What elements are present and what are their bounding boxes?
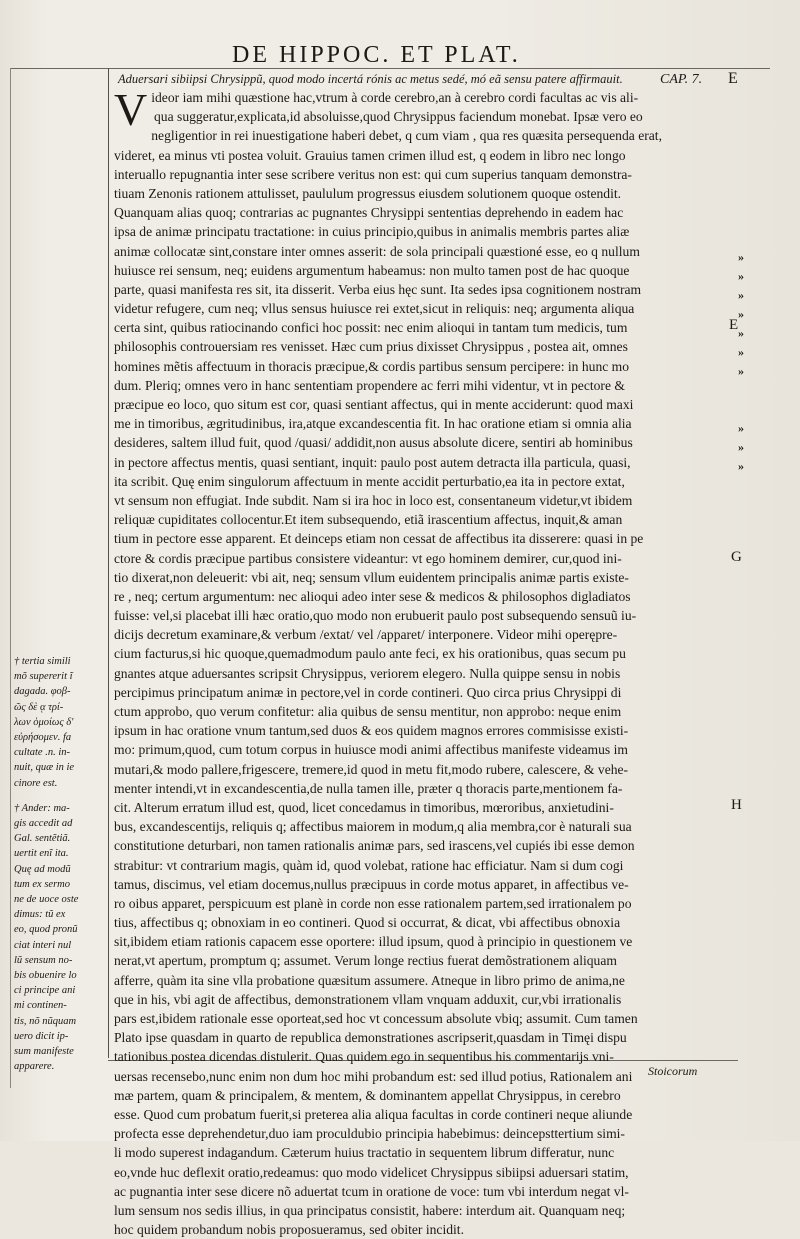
section-letter-h: H	[731, 797, 742, 813]
quotation-marker: »	[738, 307, 744, 321]
marginal-note-line: † tertia simili	[14, 656, 71, 667]
text-line: ctore & cordis præcipue partibus consistere videantur: vt ego hominem demirer, cur,quod ini-	[114, 550, 622, 566]
margin-column-rule	[108, 68, 109, 1058]
text-line: huiusce rei sensum, neq; euidens argumentum habeamus: non multo tamen post de hac quoque	[114, 262, 630, 278]
text-line: hoc quidem probandum nobis proposueramus, sed obiter incidit.	[114, 1222, 464, 1238]
text-line: ac pugnantia inter sese dicere nõ aduertat tcum in oratione de voce: tum vbi interdum negat vl-	[114, 1183, 629, 1199]
marginal-note-line: gis accedit ad	[14, 818, 73, 830]
marginal-note-line: tis, nõ nũquam	[14, 1015, 77, 1027]
text-line: re , neq; certum argumentum: nec alioqui adeo inter sese & medicos & philosophos digladiatos	[114, 588, 631, 604]
quotation-marker: »	[738, 345, 744, 359]
text-line: ita scribit. Quę enim singulorum affectuum in mente accidit perturbatio,ea ita in pectore extat,	[114, 473, 625, 489]
marginal-note-line: † Ander: ma-	[14, 802, 70, 814]
text-line: que in his, vbi agit de affectibus, demonstrationem vllam vnquam adduxit, cur,vbi irrationalis	[114, 991, 622, 1007]
text-line: dicijs decretum examinare,& verbum /extat/ vel /apparet/ interponere. Videor mihi operępre-	[114, 627, 618, 643]
text-line: esse. Quod cum probatum fuerit,si preterea alia aliqua facultas in corde contineri neque aliunde	[114, 1106, 633, 1122]
text-line: bus, excandescentijs, reliquis q; affectibus maiorem in modum,q alia membra,cor è naturali sua	[114, 819, 632, 835]
quotation-marker: »	[738, 326, 744, 340]
marginal-note-line: eo, quod pronũ	[14, 924, 78, 936]
text-line: dum. Pleriq; omnes vero in hanc sententiam propendere ac ferri mihi videntur, vt in pectore &	[114, 377, 625, 393]
text-line: gnantes atque aduersantes scripsit Chrysippus, veriorem elegero. Nulla quippe sensu in nobis	[114, 665, 621, 681]
text-line: constitutione deturbari, non tamen rationalis animæ pars, sed irascens,vel cupiés ibi esse demon	[114, 838, 635, 854]
marginal-note-line: Gal. sentẽtiã.	[14, 833, 71, 845]
text-line: homines mẽtis affectuum in thoracis præcipue,& cordis partibus sensum percipere: in hunc mo	[114, 358, 630, 374]
text-line: me in timoribus, ægritudinibus, ira,atque excandescentia fit. In hac oratione etiam si omnia alia	[114, 416, 632, 432]
marginal-note-line: cultate .n. in-	[14, 747, 70, 759]
text-line: nerat,vt apertum, promptum q; assumet. Verum longe rectius fuerat demõstrationem aliquam	[114, 953, 617, 969]
quotation-marker: »	[738, 269, 744, 283]
marginal-note-line: ci principe ani	[14, 985, 76, 997]
text-line: qua suggeratur,explicata,id absoluisse,quod Chrysippus faciendum monebat. Ipsæ vero eo	[154, 109, 643, 125]
text-line: tio dixerat,non deleuerit: vbi ait, neq; sensum vllum euidentem principalis animæ partis existe-	[114, 569, 629, 585]
text-line: Quanquam alias quoq; contrarias ac pugnantes Chrysippi sententias deprehendo in eadem hac	[114, 205, 624, 221]
drop-cap: V	[114, 84, 148, 135]
text-line: mo: primum,quod, cum totum corpus in huiusce modi animi affectibus manifeste videamus im	[114, 742, 628, 758]
quotation-marker: »	[738, 364, 744, 378]
text-line: interuallo repugnantia inter sese scribere veritus non est: qui cum superius tanquam demonstra-	[114, 166, 632, 182]
marginal-note-line: mõ supererit ĩ	[14, 671, 73, 683]
marginal-note-line: apparere.	[14, 1061, 55, 1073]
text-line: percipimus principatum animæ in pectore,vel in corde contineri. Quo circa prius Chrysippi di	[114, 684, 622, 700]
section-letter-e-top: E	[728, 70, 738, 87]
marginal-note-line: Quę ad modũ	[14, 863, 71, 875]
text-line: mæ partem, quam & principalem, & mentem, & dominantem appellat Chrysippus, in cerebro	[114, 1087, 621, 1103]
text-line: afferre, quàm ita sine vlla probatione quæsitum assumere. Atneque in libro primo de anima,ne	[114, 972, 625, 988]
main-text-block	[114, 84, 739, 1239]
text-line: præcipue eo loco, quo situm est cor, quasi sentiant affectus, qui in mente acciderunt: quod maxi	[114, 397, 634, 412]
text-line: Plato ipse quasdam in quarto de republica demonstrationes ascripserit,quasdam in Timęi dispu	[114, 1030, 627, 1046]
marginal-note-line: ciat interi nul	[14, 939, 72, 951]
marginal-note-line: dagada. φοβ-	[14, 686, 71, 698]
chapter-summary: Aduersari sibiipsi Chrysippũ, quod modo incertá rónis ac metus sedé, mó eã sensu patere affirmauit.	[118, 72, 623, 86]
text-line: tationibus postea dicendas distulerit. Quas quidem ego in sequentibus his commentarijs vni-	[114, 1049, 614, 1065]
text-line: animæ collocatæ sint,constare inter omnes asserit: de sola principali quæstioné esse, eo q nullum	[114, 243, 640, 259]
text-line: fuisse: vel,si placebat illi hæc oratio,quo modo non erubuerit paulo post subsequendo sensuũ iu-	[114, 608, 637, 624]
text-line: philosophis controuersiam res venisset. Hæc cum prius dixisset Chrysippus , postea ait, omnes	[114, 339, 628, 355]
marginal-note-line: lũ sensum no-	[14, 954, 73, 966]
text-line: negligentior in rei inuestigatione haberi debet, q cum viam , qua res quæsita persequenda erat,	[151, 128, 662, 144]
text-line: strabitur: vt contrarium magis, quàm id, quod volebat, ratione hac efficiatur. Nam si dum cogi	[114, 857, 624, 873]
marginal-note	[14, 801, 106, 1075]
chapter-number: CAP. 7.	[660, 72, 703, 87]
first-line-text: ideor iam mihi quæstione hac,vtrum à corde cerebro,an à cerebro cordi facultas ac vis ali-	[151, 90, 639, 105]
text-line: certa sint, quibus ratiocinando confici hoc possit: nec enim alioqui in tantam tum medicis, tum	[114, 320, 628, 336]
quotation-marker: »	[738, 440, 744, 454]
text-line: eo,vnde huc deflexit oratio,redeamus: quo modo videlicet Chrysippus sibiipsi aduersari statim,	[114, 1164, 629, 1180]
text-line: videret, ea minus vti postea voluit. Grauius tamen crimen illud est, q eodem in libro nec longo	[114, 147, 626, 163]
marginal-note-line: εὐρήσομεν. fa	[14, 732, 72, 744]
quotation-marker: »	[738, 250, 744, 264]
marginal-note-line: ῶς δὲ ᾳ τρί-	[14, 701, 64, 713]
marginal-note-line: mi continen-	[14, 1000, 67, 1012]
text-line: pars est,ibidem rationale esse oporteat,sed hoc vt concessum absolute vbiq; assumit. Cum tamen	[114, 1011, 638, 1026]
text-line: profecta esse deprehendetur,duo iam proculdubio principia habebimus: deincepsttertium simi-	[114, 1126, 625, 1142]
quotation-marker: »	[738, 288, 744, 302]
text-line: menter intendi,vt in excandescentia,de nulla tamen ille, præter q thoracis parte,mentionem fa-	[114, 780, 623, 796]
text-line: reliquæ cupiditates collocentur.Et item subsequendo, etiã irascentium affectus, inquit,& aman	[114, 512, 623, 528]
text-line: tium in pectore esse apparent. Et deinceps etiam non cessat de affectibus ita disserere: quasi in pe	[114, 531, 644, 547]
text-line: desideres, saltem illud fuit, quod /quasi/ addidit,non ausus absolute dicere, sentiri ab hominibus	[114, 435, 633, 451]
marginal-note-line: tum ex sermo	[14, 878, 70, 890]
marginal-notes	[14, 654, 106, 1084]
text-line: uersas recensebo,nunc enim non dum hoc mihi probandum est: sed illud potius, Rationalem ani	[114, 1068, 633, 1084]
quotation-marker: »	[738, 421, 744, 435]
marginal-note-line: ne de uoce oste	[14, 894, 79, 906]
marginal-note	[14, 654, 106, 791]
marginal-note-line: nuit, quæ in ie	[14, 762, 75, 774]
catchword: Stoicorum	[648, 1064, 698, 1078]
marginal-note-line: uero dicit ip-	[14, 1030, 69, 1042]
text-line: parte, quasi manifesta res sit, ita disserit. Verba eius hęc sunt. Ita sedes ipsa cognitionem nostram	[114, 281, 642, 297]
body-lines	[114, 107, 739, 1239]
text-line: ctum approbo, quo verum confitetur: alia quibus de sensu mentitur, non approbo: neque enim	[114, 704, 622, 719]
text-line: li modo superest indagandum. Cæterum huius tractatio in sequentem librum differatur, nunc	[114, 1145, 615, 1161]
text-line: videtur refugere, cum neq; vllus sensus huiusce rei extet,sicut in reliquis: neq; argumenta aliqua	[114, 301, 635, 317]
text-line: cit. Alterum erratum illud est, quod, licet concedamus in timoribus, mœroribus, anxietudini-	[114, 799, 614, 815]
text-line: cium facturus,si hic quoque,quemadmodum paulo ante feci, ex his orationibus, quas secum pu	[114, 646, 626, 662]
text-line: tamus, discimus, vel etiam docemus,nullus præcipuus in corde motus apparet, in affectibus ve-	[114, 876, 629, 892]
text-line: lum sensum nos sedis illius, in qua principatus consistit, habere: interdum ait. Quanquam neq;	[114, 1202, 626, 1218]
text-line: sit,ibidem etiam rationis capacem esse oportere: illud ipsum, quod à principio in questionem ve	[114, 934, 633, 950]
section-letter-e-mid: E	[729, 317, 739, 333]
marginal-note-line: cinore est.	[14, 777, 58, 789]
text-line: ipsum in hac oratione vnum tantum,sed duos & eos quidem magnos errores commisisse existi-	[114, 723, 629, 739]
text-line: tiuam Zenonis rationem attulisset, paululum progressus eiusdem solutionem quoque ostendit.	[114, 185, 622, 201]
section-letter-g: G	[731, 549, 742, 565]
marginal-note-line: λων ὁμοίως δ'	[14, 716, 74, 728]
marginal-note-line: dimus: tũ ex	[14, 909, 66, 921]
text-line: ipsa de animæ principatu tractatione: in cuius principio,quibus in animalis membris partes aliæ	[114, 224, 630, 240]
marginal-note-line: bis obuenire lo	[14, 970, 77, 982]
text-line: mutari,& modo pallere,frigescere, tremere,id quod in metu fit,modo rubere, calescere, & vehe-	[114, 761, 629, 777]
left-rule	[10, 68, 11, 1088]
text-line: in pectore affectus mentis, quasi sentiant, inquit: paulo post autem detracta illa particula, quasi,	[114, 454, 631, 470]
quotation-marker: »	[738, 459, 744, 473]
text-line: ro oibus apparet, perspicuum est planè in corde non esse rationalem partem,sed irrationalem po	[114, 895, 632, 911]
text-line: vt sensum non effugiat. Inde subdit. Nam si ira hoc in loco est, consentaneum videtur,vt ibidem	[114, 492, 633, 508]
text-line: tius, affectibus q; obnoxiam in eo contineri. Quod si occurrat, & dicat, vbi affectibus obnoxia	[114, 915, 621, 931]
marginal-note-line: uertit enĩ ita.	[14, 848, 69, 860]
running-head: DE HIPPOC. ET PLAT.	[232, 42, 521, 68]
marginal-note-line: sum manifeste	[14, 1046, 74, 1058]
